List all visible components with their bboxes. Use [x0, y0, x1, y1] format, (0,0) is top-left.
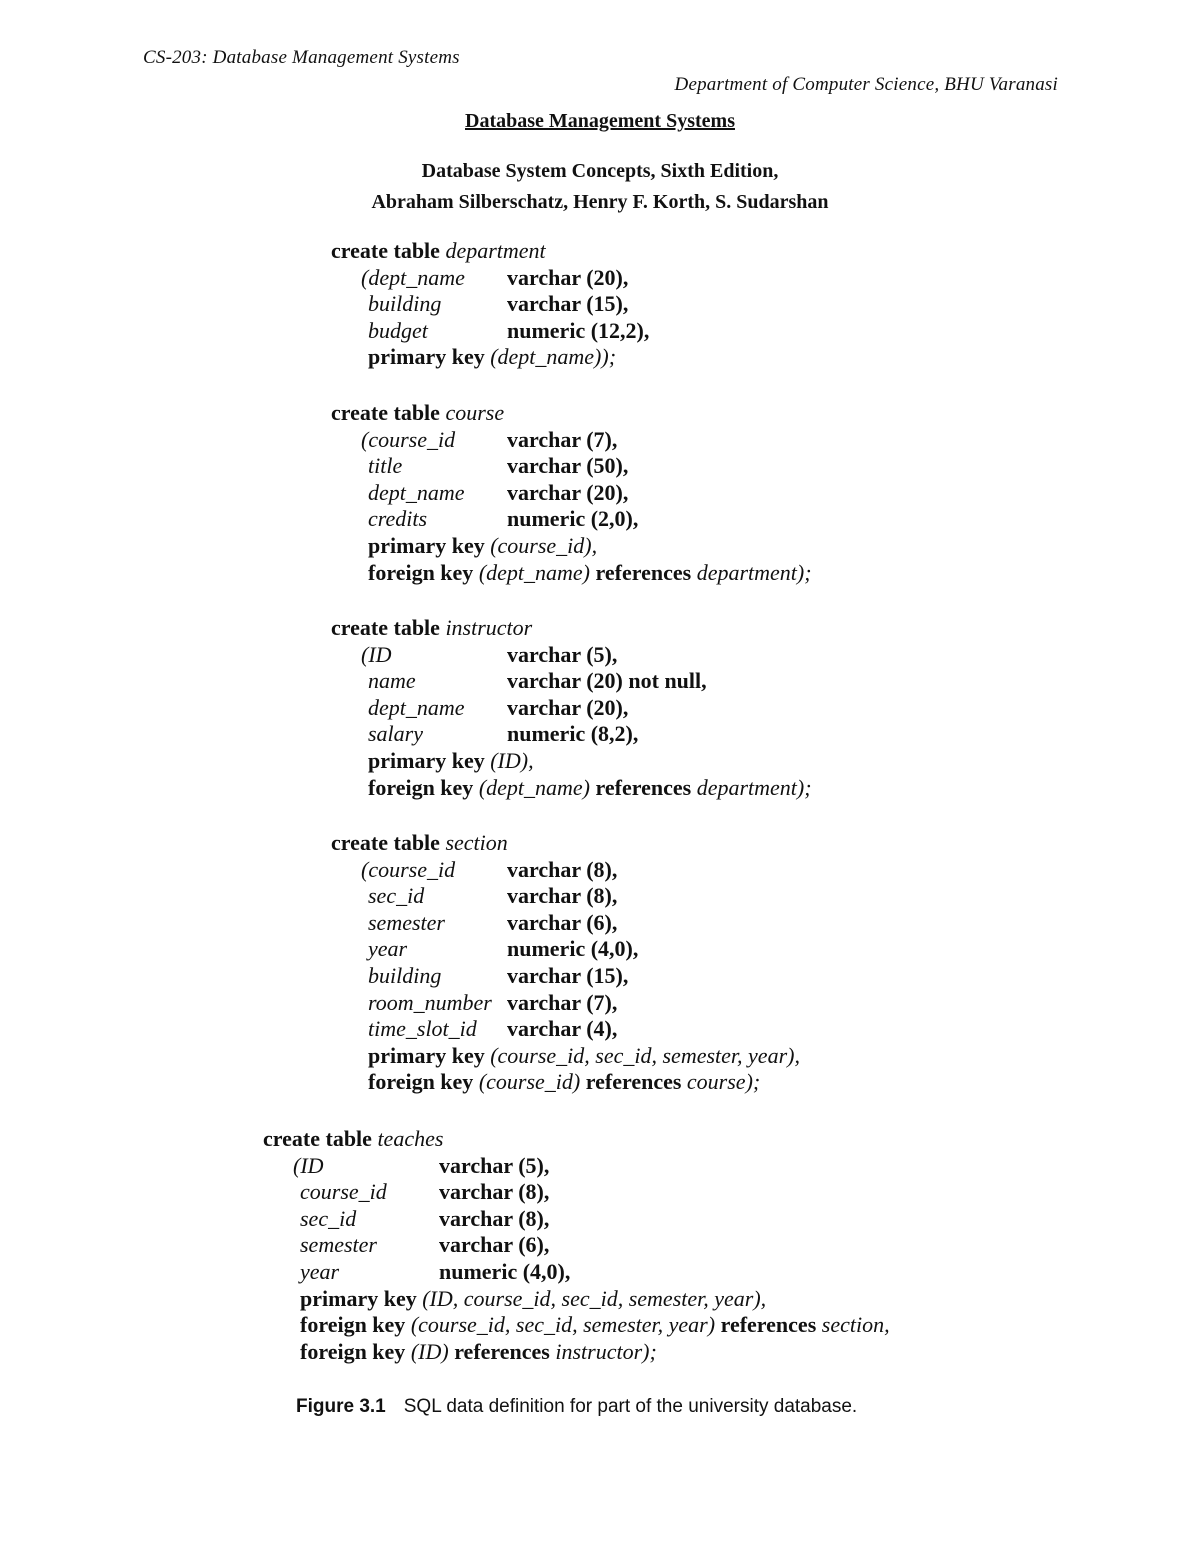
column-row [263, 1206, 890, 1233]
column-name: year [368, 936, 408, 962]
column-type: varchar (15), [507, 962, 629, 988]
column-row [331, 910, 800, 937]
column-row: (ID varchar (5), [293, 1152, 550, 1178]
column-name: budget [368, 317, 428, 343]
column-row: (ID varchar (5), [361, 641, 618, 667]
column-name: sec_id [368, 883, 425, 909]
column-type: varchar (4), [507, 1016, 618, 1042]
column-name: dept_name [368, 694, 465, 720]
column-name: semester [300, 1232, 377, 1258]
column-type: varchar (7), [507, 426, 618, 452]
foreign-key-clause: foreign key (course_id) references course); [368, 1069, 761, 1095]
keyword: create table [331, 400, 440, 425]
reference-authors: Abraham Silberschatz, Henry F. Korth, S. Sudarshan [371, 191, 829, 213]
sql-create-instructor [331, 615, 812, 801]
column-type: varchar (7), [507, 989, 618, 1015]
header-course: CS-203: Database Management Systems [143, 47, 460, 68]
keyword: create table [331, 238, 440, 263]
column-row [263, 1232, 890, 1259]
figure-caption [296, 1396, 857, 1418]
primary-key-clause: primary key (course_id), [368, 532, 598, 558]
column-row [331, 883, 800, 910]
foreign-key-clause: foreign key (course_id, sec_id, semester, year) references section, [300, 1312, 890, 1338]
column-name: dept_name [368, 479, 465, 505]
column-name: course_id [300, 1179, 387, 1205]
column-type: varchar (6), [507, 909, 618, 935]
reference-book: Database System Concepts, Sixth Edition, [421, 160, 779, 182]
column-type: numeric (2,0), [507, 506, 639, 532]
column-name: salary [368, 721, 423, 747]
column-name: credits [368, 506, 428, 532]
sql-create-teaches [263, 1126, 890, 1365]
column-type: varchar (50), [507, 453, 629, 479]
header-department: Department of Computer Science, BHU Varanasi [674, 74, 1058, 95]
column-row [263, 1179, 890, 1206]
table-name: section [445, 830, 508, 855]
column-name: time_slot_id [368, 1016, 477, 1042]
column-name: course_id [368, 426, 456, 452]
column-name: sec_id [300, 1205, 357, 1231]
table-name: course [445, 400, 505, 425]
column-type: varchar (20), [507, 264, 629, 290]
column-name: year [300, 1258, 340, 1284]
column-name: course_id [368, 856, 456, 882]
column-type: varchar (5), [507, 641, 618, 667]
column-type: numeric (4,0), [439, 1258, 571, 1284]
column-name: room_number [368, 989, 492, 1015]
column-row: (course_id varchar (7), [361, 426, 618, 452]
column-row [331, 695, 812, 722]
column-type: numeric (4,0), [507, 936, 639, 962]
column-name: ID [368, 641, 392, 667]
table-name: teaches [377, 1126, 444, 1151]
table-name: department [445, 238, 546, 263]
column-name: dept_name [368, 264, 465, 290]
column-row [331, 990, 800, 1017]
column-name: name [368, 668, 416, 694]
column-row [331, 317, 650, 345]
create-statement-heading [331, 238, 616, 265]
foreign-key-clause: foreign key (ID) references instructor); [300, 1338, 657, 1364]
column-row [263, 1259, 890, 1286]
column-row [331, 291, 629, 318]
keyword: create table [331, 615, 440, 640]
keyword: create table [263, 1126, 372, 1151]
column-row [331, 480, 812, 507]
sql-create-section [331, 830, 800, 1096]
column-row [331, 453, 812, 480]
table-name: instructor [445, 615, 533, 640]
column-row [331, 668, 812, 695]
column-type: varchar (8), [507, 883, 618, 909]
page-title: Database Management Systems [465, 110, 735, 132]
column-type: varchar (20), [507, 694, 629, 720]
column-row [331, 936, 800, 963]
column-name: ID [300, 1152, 324, 1178]
create-statement-heading [331, 830, 800, 857]
column-name: building [368, 962, 442, 988]
create-statement-heading [331, 400, 812, 427]
foreign-key-clause: foreign key (dept_name) references department); [368, 774, 812, 800]
column-type: varchar (8), [439, 1179, 550, 1205]
figure-label: Figure 3.1 [296, 1396, 386, 1417]
column-type: varchar (20) not null, [507, 668, 707, 694]
column-row: (course_id varchar (8), [361, 856, 618, 882]
column-type: varchar (20), [507, 479, 629, 505]
column-row [331, 506, 812, 533]
primary-key-clause: primary key (ID), [368, 747, 534, 773]
column-name: building [368, 291, 442, 317]
column-type: varchar (8), [439, 1205, 550, 1231]
column-type: numeric (12,2), [507, 317, 650, 343]
column-name: semester [368, 909, 445, 935]
column-type: varchar (5), [439, 1152, 550, 1178]
column-row [331, 1016, 800, 1043]
keyword: create table [331, 830, 440, 855]
column-type: varchar (15), [507, 291, 629, 317]
primary-key-clause: primary key (dept_name)); [368, 344, 617, 370]
figure-caption-text: SQL data definition for part of the university database. [403, 1396, 858, 1417]
column-type: numeric (8,2), [507, 721, 639, 747]
column-type: varchar (6), [439, 1232, 550, 1258]
sql-create-department [331, 238, 650, 371]
sql-create-course [331, 400, 812, 586]
column-name: title [368, 453, 403, 479]
primary-key-clause: primary key (ID, course_id, sec_id, semester, year), [300, 1285, 767, 1311]
column-row [331, 963, 800, 990]
foreign-key-clause: foreign key (dept_name) references department); [368, 559, 812, 585]
column-row: (dept_name varchar (20), [361, 264, 629, 290]
primary-key-clause: primary key (course_id, sec_id, semester, year), [368, 1042, 800, 1068]
column-row [331, 721, 812, 748]
create-statement-heading [331, 615, 812, 642]
column-type: varchar (8), [507, 856, 618, 882]
create-statement-heading [263, 1126, 890, 1153]
